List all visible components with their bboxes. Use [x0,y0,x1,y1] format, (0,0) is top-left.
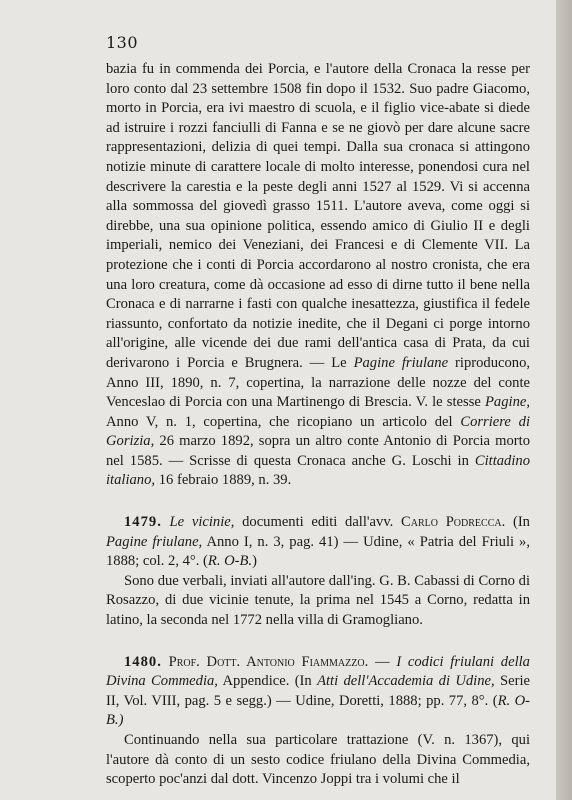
paragraph-text: Anno V, n. 1, copertina, che ricopiano un articolo del [106,413,453,430]
entry-text: Anno I, n. 3, pag. 41) — Udine, « Patria del Friuli », 1888; col. 2, 4°. ( [106,533,531,570]
entry-1479-heading [106,513,530,572]
entry-author: Carlo Podrecca. [401,514,506,531]
paragraph-text: 16 febraio 1889, n. 39. [158,472,292,489]
title-pagine: Pagine, [485,394,531,411]
title-corriere: Corriere di Gorizia, [106,413,530,450]
page-gutter-shadow [556,0,572,800]
entry-library-code: R. O-B. [207,553,253,570]
paragraph-continued [106,60,530,491]
entry-text: Serie II, Vol. VIII, pag. 5 e segg.) — Udine, Doretti, 1888; pp. 77, 8°. ( [106,673,530,709]
paragraph-text: 26 marzo 1892, sopra un altro conte Antonio di Porcia morto nel 1585. — Scrisse di questa Cronaca anche G. Loschi in [106,433,531,469]
entry-author: Prof. Dott. Antonio Fiammazzo. [168,653,369,670]
entry-1479-body: Sono due verbali, inviati all'autore dall'ing. G. B. Cabassi di Corno di Rosazzo, di due vicinie tenute, la prima nel 1545 a Corno, redatta in latino, la seconda nel 1772 nella villa di Gramogliano. [106,572,530,629]
paragraph-text: bazia fu in commenda dei Porcia, e l'autore della Cronaca la resse per loro conto dal 23 settembre 1508 fin dopo il 1532. Suo padre Giacomo, morto in Porcia, era ivi maestro di scuola, e il figlio vice-abate si diede ad istruire i rozzi fanciulli di Fanna e se ne giovò per dare alcune sacre rappresentazioni, delizia di quei tempi. Dalla sua cronaca si attingono notizie minute di carattere locale di molto interesse, ponendosi cura nel descrivere la carestia e la peste degli anni 1527 al 1529. Vi si accenna alla sommossa del giovedì grasso 1511. L'autore aveva, come oggi si direbbe, una sua opinione politica, essendo amico di Giulio II e degli imperiali, nemico dei Veneziani, dei Francesi e di Clemente VII. La protezione che i conti di Porcia accordarono al nostro cronista, che era una loro creatura, come dà occasione ad esso di dirne tutto il bene nella Cronaca e di narrarne i fasti con qualche inesattezza, giustifica il fedele riassunto, confortato da notizie inedite, che il Degani ci porge intorno all'origine, alle vicende dei due rami dell'antica casa di Prata, da cui derivarono i Porcia e Brugnera. — Le [106,61,530,371]
paragraph-text: riproducono, Anno III, 1890, n. 7, copertina, la narrazione delle nozze del conte Venceslao di Porcia con una Martinengo di Brescia. V. le stesse [106,354,531,411]
title-pagine-friulane: Pagine friulane [353,354,449,371]
entry-journal: Atti dell'Accademia di Udine, [317,673,495,690]
entry-1480-body: Continuando nella sua particolare trattazione (V. n. 1367), qui l'autore dà conto di un sesto codice friulano della Divina Commedia, scoperto poc'anzi dal dott. Vincenzo Joppi tra i volumi che il [106,732,530,788]
entry-text: documenti editi dall'avv. [242,514,394,531]
entry-text: Appendice. (In [222,673,312,690]
entry-journal: Pagine friulane, [106,533,203,550]
entry-title: Le vicinie, [169,514,235,531]
page-number: 130 [106,33,139,52]
entry-text: ) [252,553,257,570]
title-cittadino: Cittadino italiano, [106,452,530,489]
entry-text: (In [512,514,530,531]
entry-1480-heading [106,653,530,731]
entry-library-code: R. O-B.) [106,692,530,729]
entry-dash: — [374,653,390,670]
entry-title: I codici friulani della Divina Commedia, [106,653,530,690]
page-body [106,60,530,790]
entry-number: 1480. [124,653,162,670]
entry-number: 1479. [124,514,162,531]
